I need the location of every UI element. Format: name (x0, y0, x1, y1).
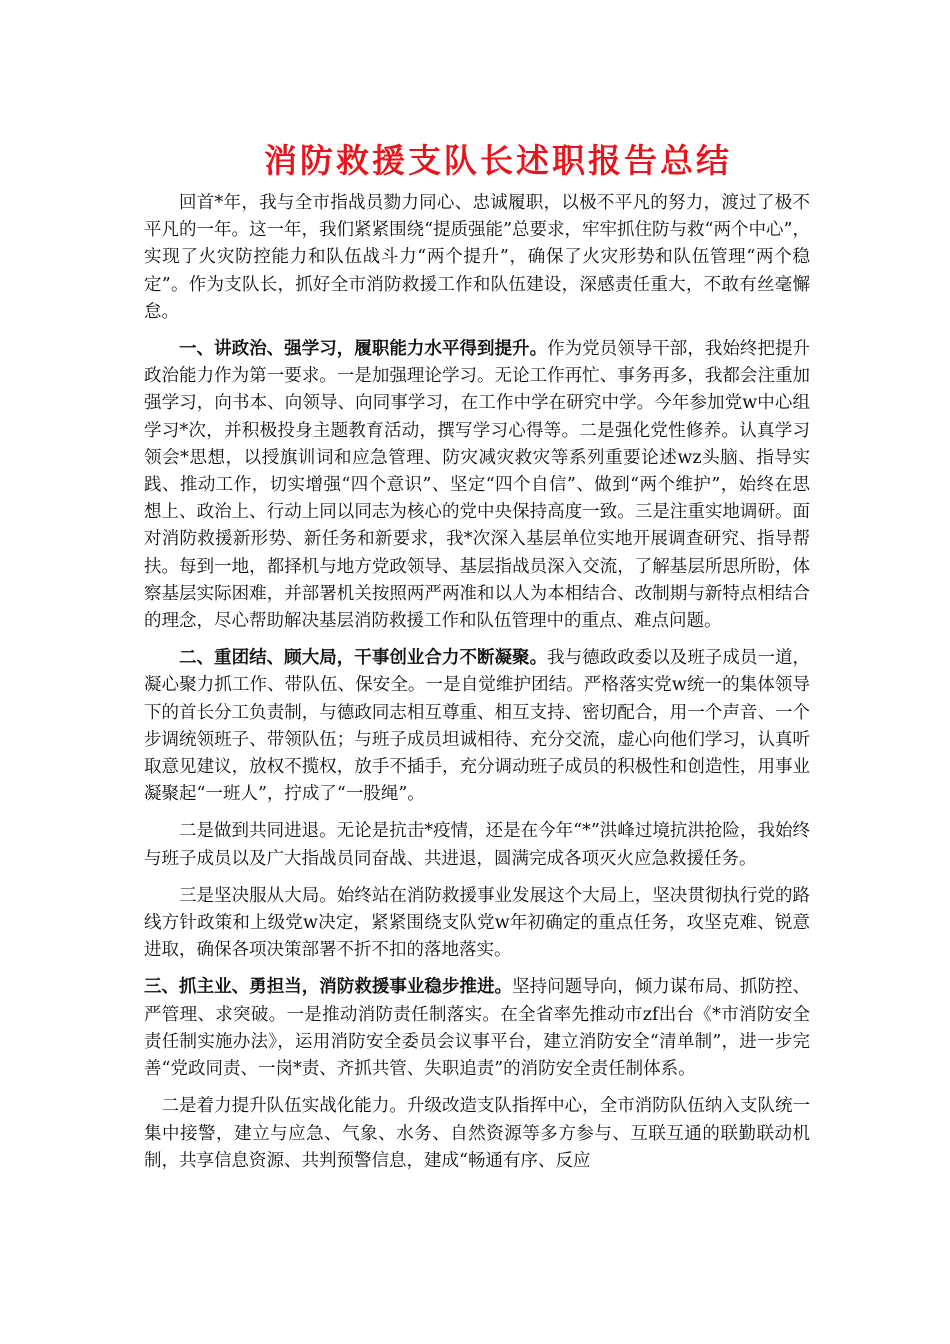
paragraph-text: 作为党员领导干部，我始终把提升政治能力作为第一要求。一是加强理论学习。无论工作再忙、事务再多，我都会注重加强学习，向书本、向领导、向同事学习，在工作中学在研究中学。今年参加党w中心组学习*次，并积极投身主题教育活动，撰写学习心得等。二是强化党性修养。认真学习领会*思想，以授旗训词和应急管理、防灾减灾救灾等系列重要论述wz头脑、指导实践、推动工作，切实增强“四个意识”、坚定“四个自信”、做到“两个维护”，始终在思想上、政治上、行动上同以同志为核心的党中央保持高度一致。三是注重实地调研。面对消防救援新形势、新任务和新要求，我*次深入基层单位实地开展调查研究、指导帮扶。每到一地，都择机与地方党政领导、基层指战员深入交流，了解基层所思所盼，体察基层实际困难，并部署机关按照两严两准和以人为本相结合、改制期与新特点相结合的理念，尽心帮助解决基层消防救援工作和队伍管理中的重点、难点问题。 (144, 339, 811, 632)
paragraph-text: 我与德政政委以及班子成员一道，凝心聚力抓工作、带队伍、保安全。一是自觉维护团结。严格落实党w统一的集体领导下的首长分工负责制，与德政同志相互尊重、相互支持、密切配合，用一个声音、一个步调统领班子、带领队伍；与班子成员坦诚相待、充分交流，虚心向他们学习，认真听取意见建议，放权不揽权，放手不插手，充分调动班子成员的积极性和创造性，用事业凝聚起“一班人”，拧成了“一股绳”。 (144, 648, 811, 805)
paragraph-text: 二是着力提升队伍实战化能力。升级改造支队指挥中心，全市消防队伍纳入支队统一集中接警，建立与应急、气象、水务、自然资源等多方参与、互联互通的联勤联动机制，共享信息资源、共判预警信息，建成“畅通有序、反应 (144, 1096, 810, 1171)
paragraph-intro (144, 190, 810, 326)
paragraph-section-2 (144, 645, 810, 808)
paragraph-section-1 (144, 336, 810, 635)
paragraph-text: 回首*年，我与全市指战员勠力同心、忠诚履职，以极不平凡的努力，渡过了极不平凡的一年。这一年，我们紧紧围绕“提质强能”总要求，牢牢抓住防与救“两个中心”，实现了火灾防控能力和队伍战斗力“两个提升”，确保了火灾形势和队伍管理“两个稳定”。作为支队长，抓好全市消防救援工作和队伍建设，深感责任重大，不敢有丝毫懈怠。 (144, 193, 810, 322)
paragraph-section-2-point-3 (144, 883, 810, 965)
paragraph-section-3 (144, 974, 810, 1083)
section-heading: 一、讲政治、强学习，履职能力水平得到提升。 (179, 339, 548, 360)
paragraph-text: 二是做到共同进退。无论是抗击*疫情，还是在今年“*”洪峰过境抗洪抢险，我始终与班子成员以及广大指战员同奋战、共进退，圆满完成各项灭火应急救援任务。 (144, 821, 810, 869)
document-title: 消防救援支队长述职报告总结 (264, 141, 732, 180)
section-heading: 三、抓主业、勇担当，消防救援事业稳步推进。 (144, 977, 513, 998)
document-body (144, 190, 810, 1185)
paragraph-section-2-point-2 (144, 818, 810, 872)
paragraph-text: 三是坚决服从大局。始终站在消防救援事业发展这个大局上，坚决贯彻执行党的路线方针政策和上级党w决定，紧紧围绕支队党w年初确定的重点任务，攻坚克难、锐意进取，确保各项决策部署不折不扣的落地落实。 (144, 885, 810, 961)
section-heading: 二、重团结、顾大局，干事创业合力不断凝聚。 (179, 648, 548, 669)
paragraph-text: 坚持问题导向，倾力谋布局、抓防控、严管理、求突破。一是推动消防责任制落实。在全省率先推动市zf出台《*市消防安全责任制实施办法》，运用消防安全委员会议事平台，建立消防安全“清单制”，进一步完善“党政同责、一岗*责、齐抓共管、失职追责”的消防安全责任制体系。 (144, 977, 811, 1080)
paragraph-section-3-point-2 (144, 1093, 810, 1175)
